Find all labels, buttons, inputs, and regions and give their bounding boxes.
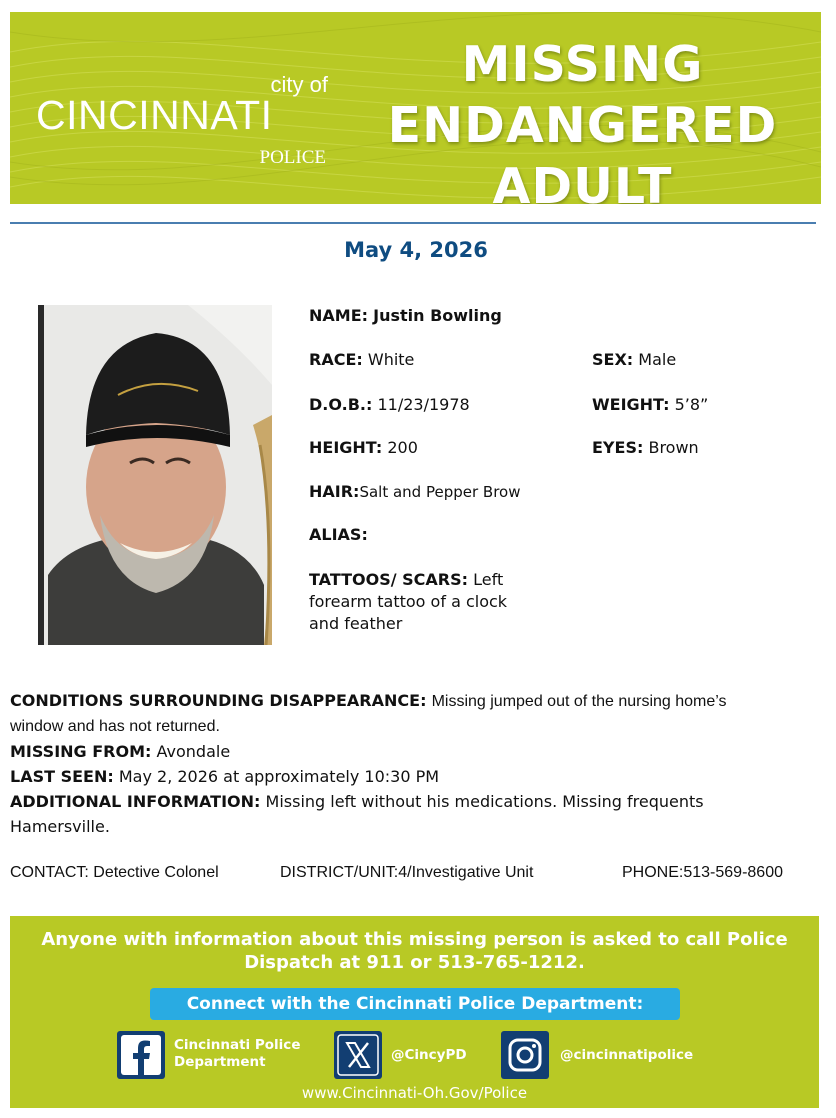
additional-label: ADDITIONAL INFORMATION:	[10, 792, 261, 811]
website-url[interactable]: www.Cincinnati-Oh.Gov/Police	[301, 1084, 528, 1102]
weight-field	[592, 395, 708, 414]
height-field	[309, 438, 418, 457]
weight-label: WEIGHT:	[592, 395, 670, 414]
facebook-label-line-1: Cincinnati Police	[174, 1037, 301, 1053]
last-seen-value: May 2, 2026 at approximately 10:30 PM	[118, 767, 440, 786]
instagram-icon[interactable]	[501, 1031, 549, 1079]
title-line-2: ENDANGERED	[387, 97, 778, 154]
contact-phone: PHONE:513-569-8600	[622, 864, 783, 881]
eyes-field	[592, 438, 699, 457]
conditions-value-cont: window and has not returned.	[10, 718, 220, 735]
race-value: White	[367, 350, 415, 369]
tattoos-value-3: and feather	[309, 614, 403, 633]
missing-from-label: MISSING FROM:	[10, 742, 152, 761]
sex-field	[592, 350, 676, 369]
eyes-value: Brown	[648, 438, 699, 457]
city-logo	[36, 70, 336, 180]
hair-label: HAIR:	[309, 482, 360, 501]
name-value: Justin Bowling	[373, 306, 502, 325]
divider	[10, 222, 816, 224]
x-icon[interactable]	[334, 1031, 382, 1079]
footer-banner	[10, 916, 819, 1108]
tattoos-label: TATTOOS/ SCARS:	[309, 570, 469, 589]
contact-district: DISTRICT/UNIT:4/Investigative Unit	[280, 864, 534, 881]
bulletin-date: May 4, 2026	[344, 238, 488, 262]
logo-police: POLICE	[259, 147, 326, 168]
hair-field	[309, 482, 521, 501]
additional-value-cont: Hamersville.	[10, 817, 110, 836]
footer-message	[10, 928, 819, 974]
tattoos-value-2: forearm tattoo of a clock	[309, 592, 508, 611]
x-handle[interactable]: @CincyPD	[391, 1047, 467, 1063]
sex-value: Male	[638, 350, 677, 369]
facebook-label[interactable]	[174, 1037, 300, 1071]
footer-message-line-2: Dispatch at 911 or 513-765-1212.	[244, 952, 585, 973]
missing-from-value: Avondale	[156, 742, 231, 761]
facebook-label-line-2: Department	[174, 1054, 266, 1070]
race-field	[309, 350, 414, 369]
last-seen-line	[10, 764, 810, 789]
footer-message-line-1: Anyone with information about this missing person is asked to call Police	[41, 929, 788, 950]
conditions-line	[10, 688, 810, 714]
dob-label: D.O.B.:	[309, 395, 373, 414]
height-label: HEIGHT:	[309, 438, 383, 457]
title-line-3: ADULT	[492, 158, 673, 204]
header-banner	[10, 12, 821, 204]
conditions-label: CONDITIONS SURROUNDING DISAPPEARANCE:	[10, 691, 427, 710]
missing-from-line	[10, 739, 810, 764]
title-line-1: MISSING	[461, 36, 704, 93]
conditions-value: Missing jumped out of the nursing home’s	[431, 693, 727, 710]
alias-field	[309, 525, 368, 544]
instagram-handle[interactable]: @cincinnatipolice	[560, 1047, 694, 1063]
connect-banner: Connect with the Cincinnati Police Department:	[150, 988, 680, 1020]
tattoos-field	[309, 569, 559, 635]
last-seen-label: LAST SEEN:	[10, 767, 114, 786]
missing-person-photo	[38, 305, 272, 645]
hair-value: Salt and Pepper Brow	[359, 483, 521, 501]
dob-value: 11/23/1978	[377, 395, 470, 414]
logo-city-of: city of	[270, 72, 328, 97]
name-label: NAME:	[309, 306, 369, 325]
dob-field	[309, 395, 470, 414]
sex-label: SEX:	[592, 350, 634, 369]
poster-title	[365, 34, 800, 204]
logo-cincinnati: CINCINNATI	[36, 92, 273, 138]
tattoos-value-1: Left	[473, 570, 504, 589]
name-field	[309, 306, 502, 325]
alias-label: ALIAS:	[309, 525, 368, 544]
facebook-icon[interactable]	[117, 1031, 165, 1079]
additional-line	[10, 789, 810, 814]
contact-name: CONTACT: Detective Colonel	[10, 864, 219, 881]
eyes-label: EYES:	[592, 438, 644, 457]
race-label: RACE:	[309, 350, 363, 369]
height-value: 200	[387, 438, 418, 457]
details-section	[10, 688, 810, 839]
additional-value: Missing left without his medications. Missing frequents	[265, 792, 704, 811]
weight-value: 5’8”	[674, 395, 709, 414]
